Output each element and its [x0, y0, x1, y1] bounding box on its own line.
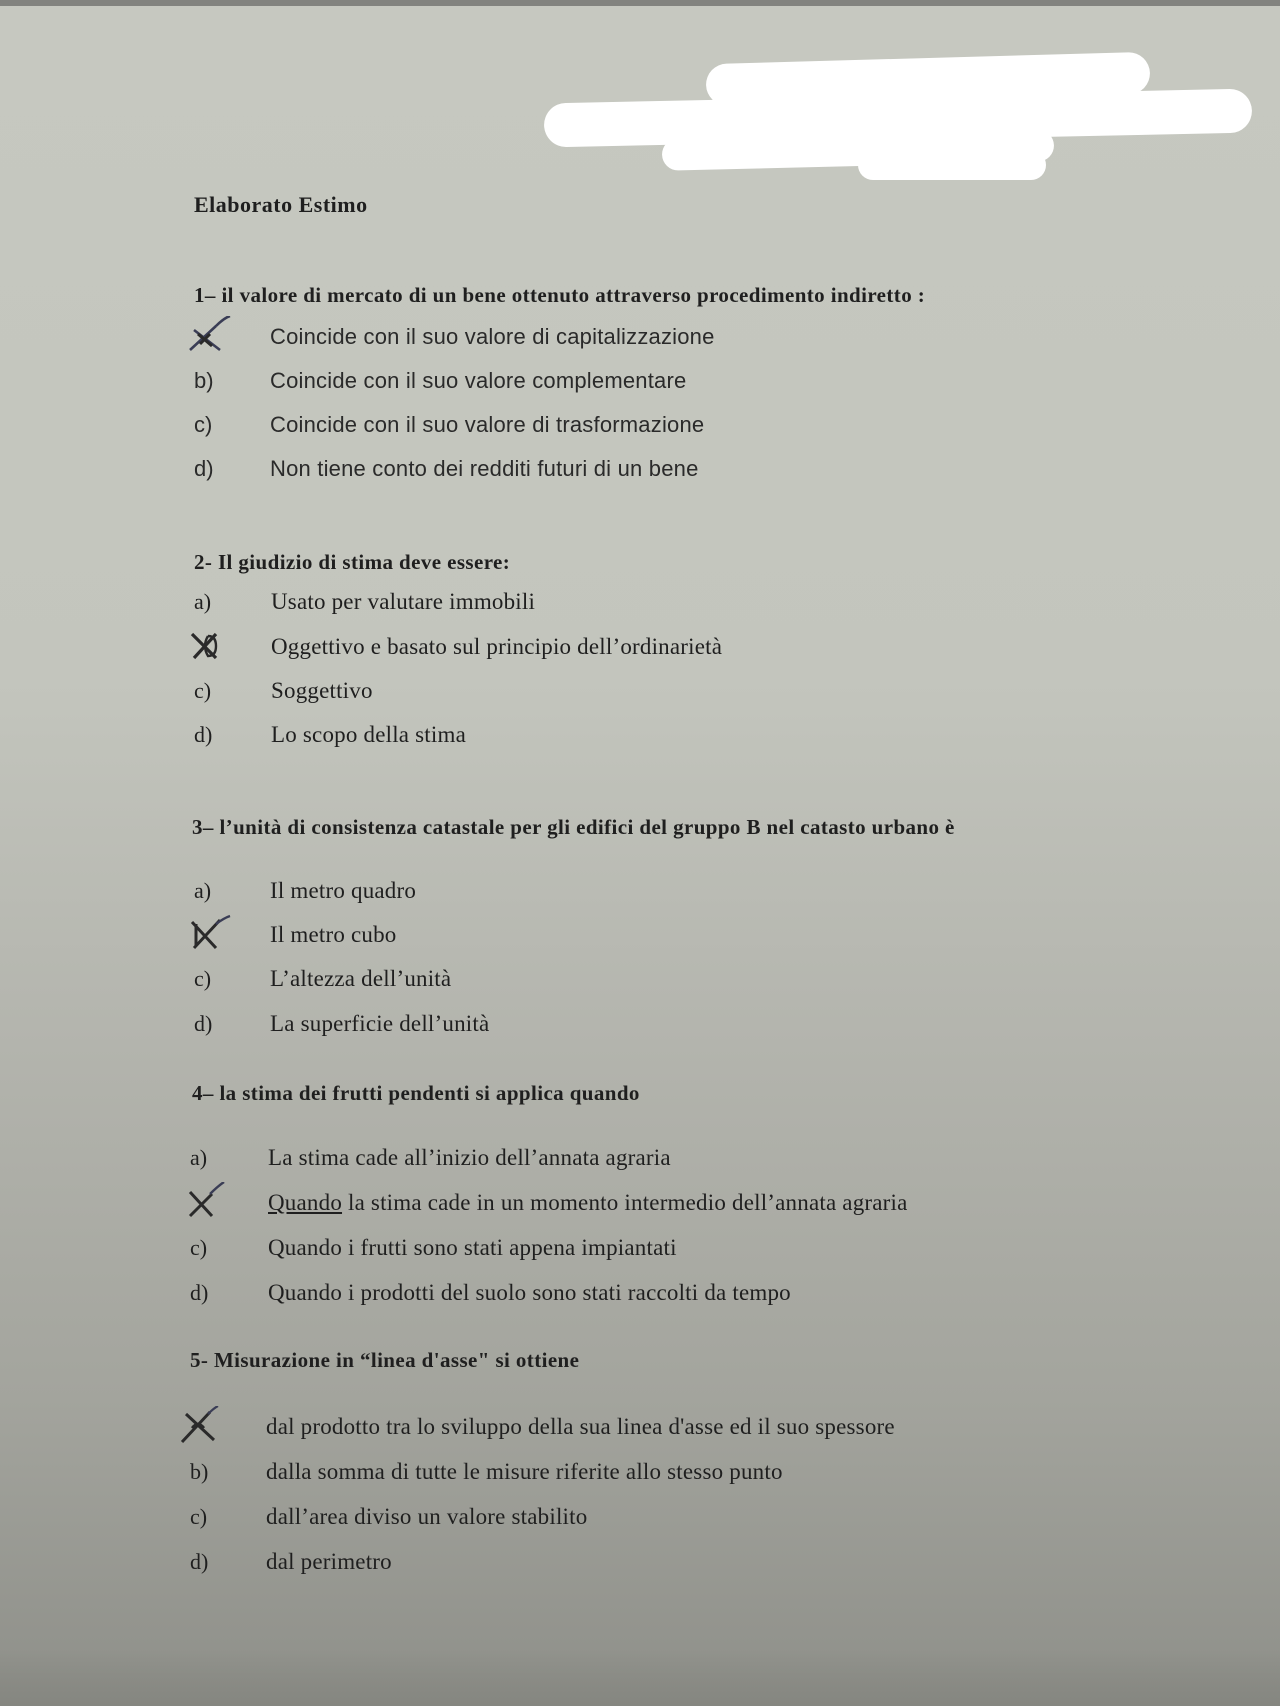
- option-letter: c): [194, 966, 212, 991]
- option-letter: d): [194, 722, 213, 747]
- question-1-text: 1– il valore di mercato di un bene ottenuto attraverso procedimento indiretto :: [194, 283, 926, 307]
- checkmark-x-icon: [182, 1182, 228, 1222]
- scan-top-edge: [0, 0, 1280, 6]
- option-text: dal perimetro: [266, 1549, 392, 1574]
- question-2-text: 2- Il giudizio di stima deve essere:: [194, 550, 511, 574]
- option-text: Soggettivo: [271, 678, 373, 703]
- document-title: Elaborato Estimo: [194, 192, 368, 217]
- option-text: Non tiene conto dei redditi futuri di un bene: [270, 456, 699, 481]
- option-letter: a): [190, 1145, 208, 1170]
- option-text: dal prodotto tra lo sviluppo della sua linea d'asse ed il suo spessore: [266, 1414, 895, 1439]
- option-letter: a): [194, 878, 212, 903]
- option-letter: d): [194, 456, 214, 481]
- option-text: Coincide con il suo valore di trasformazione: [270, 412, 705, 437]
- option-text-rest: la stima cade in un momento intermedio dell’annata agraria: [342, 1190, 908, 1215]
- option-text: Oggettivo e basato sul principio dell’ordinarietà: [271, 634, 723, 659]
- option-text: La superficie dell’unità: [270, 1011, 490, 1036]
- option-letter: d): [190, 1280, 209, 1305]
- option-letter: c): [190, 1235, 208, 1260]
- option-letter: b): [194, 368, 214, 393]
- option-letter: b): [190, 1459, 209, 1484]
- checkmark-x-icon: [186, 914, 232, 954]
- redaction-mark: [858, 150, 1046, 180]
- option-text: Coincide con il suo valore complementare: [270, 368, 687, 393]
- scan-shadow: [0, 1650, 1280, 1706]
- option-letter: c): [194, 412, 213, 437]
- question-5-text: 5- Misurazione in “linea d'asse" si ottiene: [190, 1348, 580, 1372]
- option-letter: d): [194, 1011, 213, 1036]
- option-text: Coincide con il suo valore di capitalizzazione: [270, 324, 715, 349]
- option-text: dalla somma di tutte le misure riferite allo stesso punto: [266, 1459, 783, 1484]
- question-4-text: 4– la stima dei frutti pendenti si applica quando: [192, 1081, 640, 1105]
- underlined-word: Quando: [268, 1190, 343, 1215]
- checkmark-x-icon: [186, 316, 232, 356]
- option-text: L’altezza dell’unità: [270, 966, 452, 991]
- option-letter: c): [194, 678, 212, 703]
- option-text: Il metro quadro: [270, 878, 417, 903]
- question-3-text: 3– l’unità di consistenza catastale per gli edifici del gruppo B nel catasto urbano è: [192, 815, 955, 839]
- option-text: Lo scopo della stima: [271, 722, 466, 747]
- option-letter: a): [194, 589, 212, 614]
- option-text: [268, 1190, 908, 1216]
- option-text: Usato per valutare immobili: [271, 589, 536, 614]
- option-text: Quando i prodotti del suolo sono stati raccolti da tempo: [268, 1280, 791, 1305]
- option-letter: d): [190, 1549, 209, 1574]
- option-text: dall’area diviso un valore stabilito: [266, 1504, 588, 1529]
- checkmark-x-icon: [186, 626, 232, 666]
- option-letter: c): [190, 1504, 208, 1529]
- option-text: Il metro cubo: [270, 922, 397, 947]
- checkmark-x-icon: [178, 1406, 224, 1446]
- option-text: La stima cade all’inizio dell’annata agraria: [268, 1145, 671, 1170]
- option-text: Quando i frutti sono stati appena impiantati: [268, 1235, 677, 1260]
